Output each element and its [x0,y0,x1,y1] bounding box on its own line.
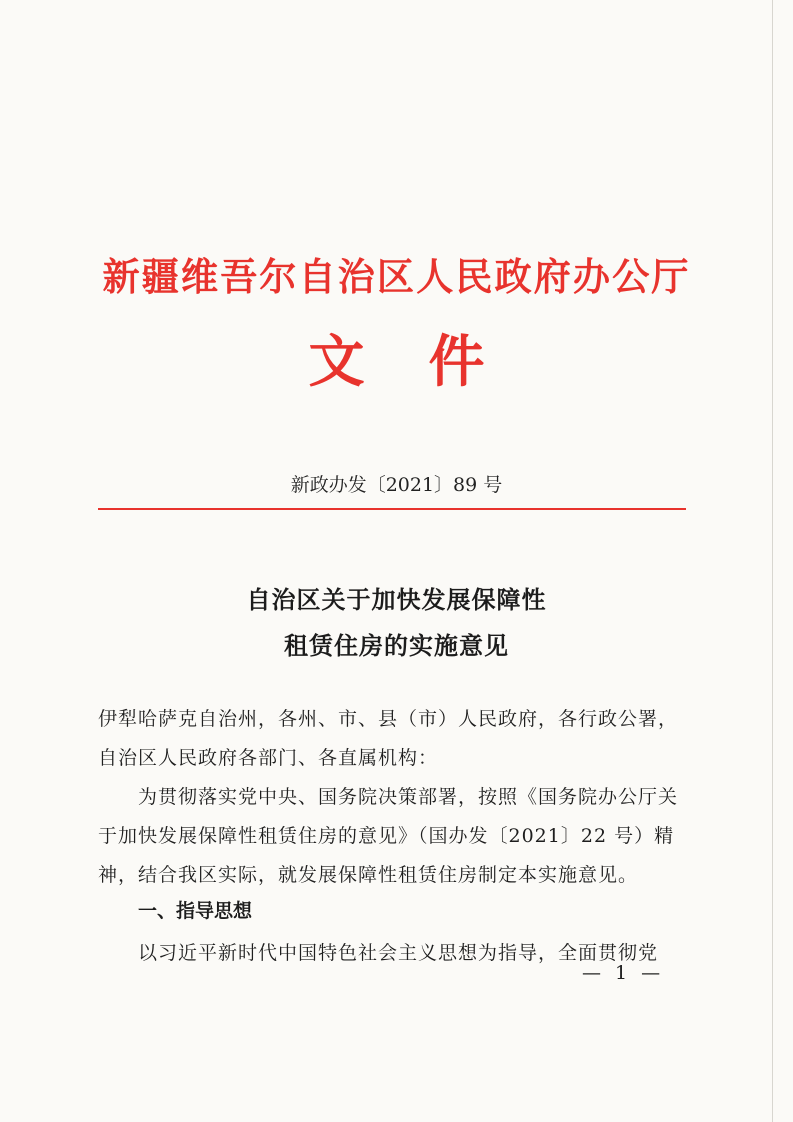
document-number: 新政办发〔2021〕89 号 [290,474,503,496]
scan-edge-line [772,0,773,1122]
page-number: — 1 — [582,962,665,984]
intro-paragraph: 为贯彻落实党中央、国务院决策部署，按照《国务院办公厅关于加快发展保障性租赁住房的意见》（国办发〔2021〕22 号）精神，结合我区实际，就发展保障性租赁住房制定本实施意见。 [98,786,679,886]
red-separator-line [98,508,686,510]
doc-type-heading: 文件 [308,330,549,395]
document-title-line-1: 自治区关于加快发展保障性 [246,586,547,614]
issuer-heading: 新疆维吾尔自治区人民政府办公厅 [102,255,691,299]
document-title-line-2: 租赁住房的实施意见 [284,632,509,660]
addressee-paragraph: 伊犁哈萨克自治州，各州、市、县（市）人民政府，各行政公署，自治区人民政府各部门、各直属机构： [98,708,679,769]
section-heading-guiding-ideology: 一、指导思想 [138,900,253,922]
section-paragraph: 以习近平新时代中国特色社会主义思想为指导，全面贯彻党 [138,942,659,964]
